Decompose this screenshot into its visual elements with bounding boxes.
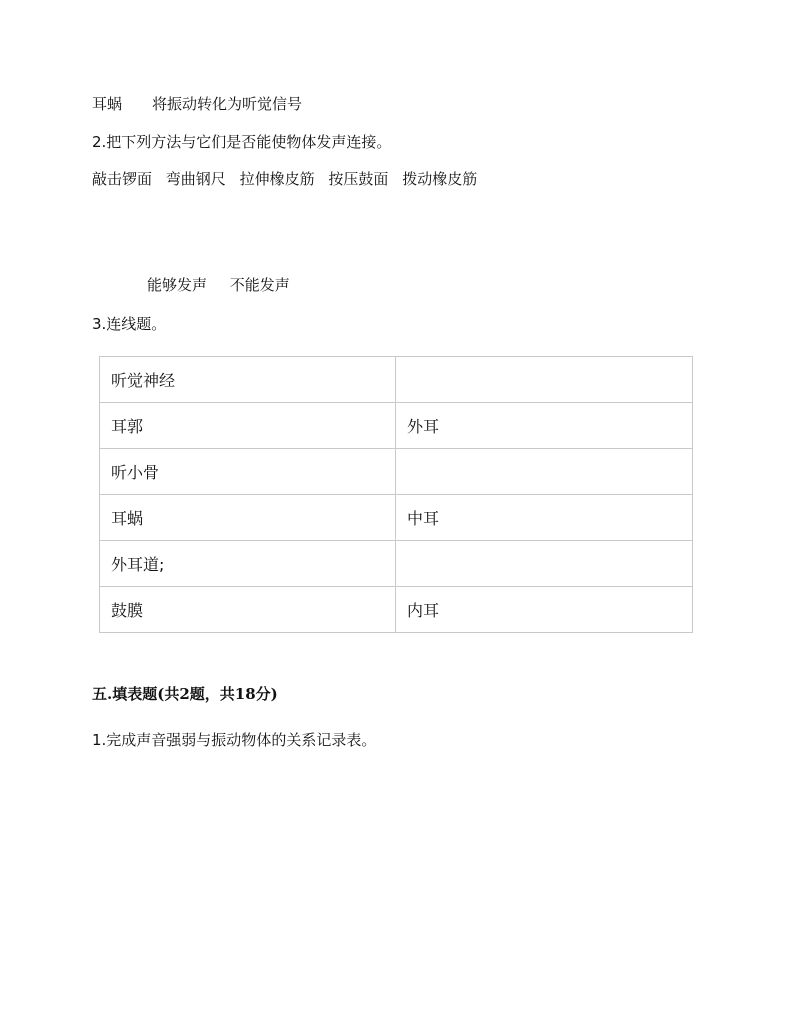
ear-part-cell: 耳蜗 xyxy=(100,495,396,541)
method-item: 拉伸橡皮筋 xyxy=(239,170,315,188)
table-row xyxy=(100,357,693,403)
ear-term: 耳蜗 xyxy=(92,95,123,113)
option-cannot-sound: 不能发声 xyxy=(229,276,290,294)
method-item: 弯曲钢尺 xyxy=(165,170,226,188)
ear-region-cell: 外耳 xyxy=(396,403,693,449)
question-2-prompt: 2.把下列方法与它们是否能使物体发声连接。 xyxy=(92,133,392,151)
ear-part-cell: 鼓膜 xyxy=(100,587,396,633)
ear-region-cell: 内耳 xyxy=(396,587,693,633)
method-item: 敲击锣面 xyxy=(92,170,153,188)
ear-part-cell: 听觉神经 xyxy=(100,357,396,403)
question-3-prompt: 3.连线题。 xyxy=(92,315,167,333)
option-can-sound: 能够发声 xyxy=(147,276,208,294)
table-row xyxy=(100,541,693,587)
table-row xyxy=(100,587,693,633)
ear-part-cell: 听小骨 xyxy=(100,449,396,495)
method-item: 拨动橡皮筋 xyxy=(402,170,478,188)
ear-region-cell xyxy=(396,541,693,587)
table-row xyxy=(100,403,693,449)
ear-function-desc: 将振动转化为听觉信号 xyxy=(152,95,303,113)
ear-region-cell xyxy=(396,449,693,495)
table-row xyxy=(100,449,693,495)
ear-part-cell: 外耳道; xyxy=(100,541,396,587)
matching-table xyxy=(99,356,693,633)
table-row xyxy=(100,495,693,541)
method-item: 按压鼓面 xyxy=(328,170,389,188)
ear-region-cell xyxy=(396,357,693,403)
section-5-heading: 五.填表题(共2题，共18分) xyxy=(92,685,278,703)
ear-region-cell: 中耳 xyxy=(396,495,693,541)
question-5-1-prompt: 1.完成声音强弱与振动物体的关系记录表。 xyxy=(92,731,377,749)
method-list xyxy=(92,168,486,189)
sound-options xyxy=(147,274,308,295)
ear-part-cell: 耳郭 xyxy=(100,403,396,449)
ear-function-line xyxy=(92,93,302,114)
